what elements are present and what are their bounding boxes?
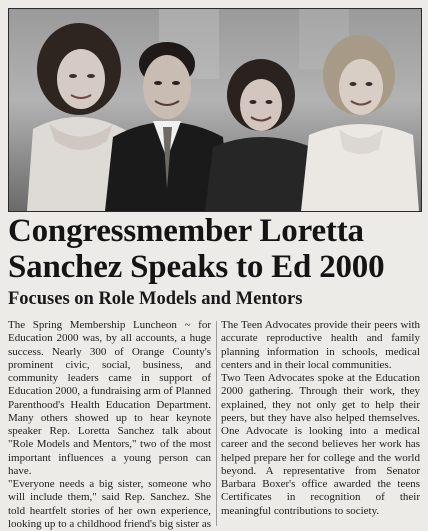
paragraph: The Spring Membership Luncheon ~ for Education 2000 was, by all accounts, a huge success. Nearly 300 of Orange County's prominent civic, social, business, and community leaders came in support of Education 2000, a fundraising arm of Planned Parenthood's Health Education Department. Many others showed up to hear keynote speaker Rep. Loretta Sanchez talk about "Role Models and Mentors," two of the most important influences a young person can have.: [8, 319, 211, 477]
paragraph: Two Teen Advocates spoke at the Education 2000 gathering. Through their work, they explained, they not only get to help their peers, but they have also helped themselves. One Advocate is looking into a medical career and the second believes her work has helped prepare her for college and the world beyond. A representative from Senator Barbara Boxer's office awarded the teens Certificates in recognition of their meaningful contributions to society.: [221, 372, 420, 517]
article-column-left: [8, 319, 211, 531]
column-divider: [216, 321, 217, 526]
article-column-right: [221, 319, 420, 518]
article-headline: Congressmember Loretta Sanchez Speaks to Ed 2000: [8, 213, 385, 285]
group-photo: [8, 8, 422, 212]
paragraph: The Teen Advocates provide their peers with accurate reproductive health and family planning information in schools, medical centers and in their local communities.: [221, 319, 420, 371]
article-subheadline: Focuses on Role Models and Mentors: [8, 289, 303, 309]
paragraph: "Everyone needs a big sister, someone who will include them," said Rep. Sanchez. She told heartfelt stories of her own experience, looking up to a childhood friend's big sister as: [8, 478, 212, 530]
article-body: [8, 319, 420, 531]
group-photo-illustration: [9, 9, 421, 211]
